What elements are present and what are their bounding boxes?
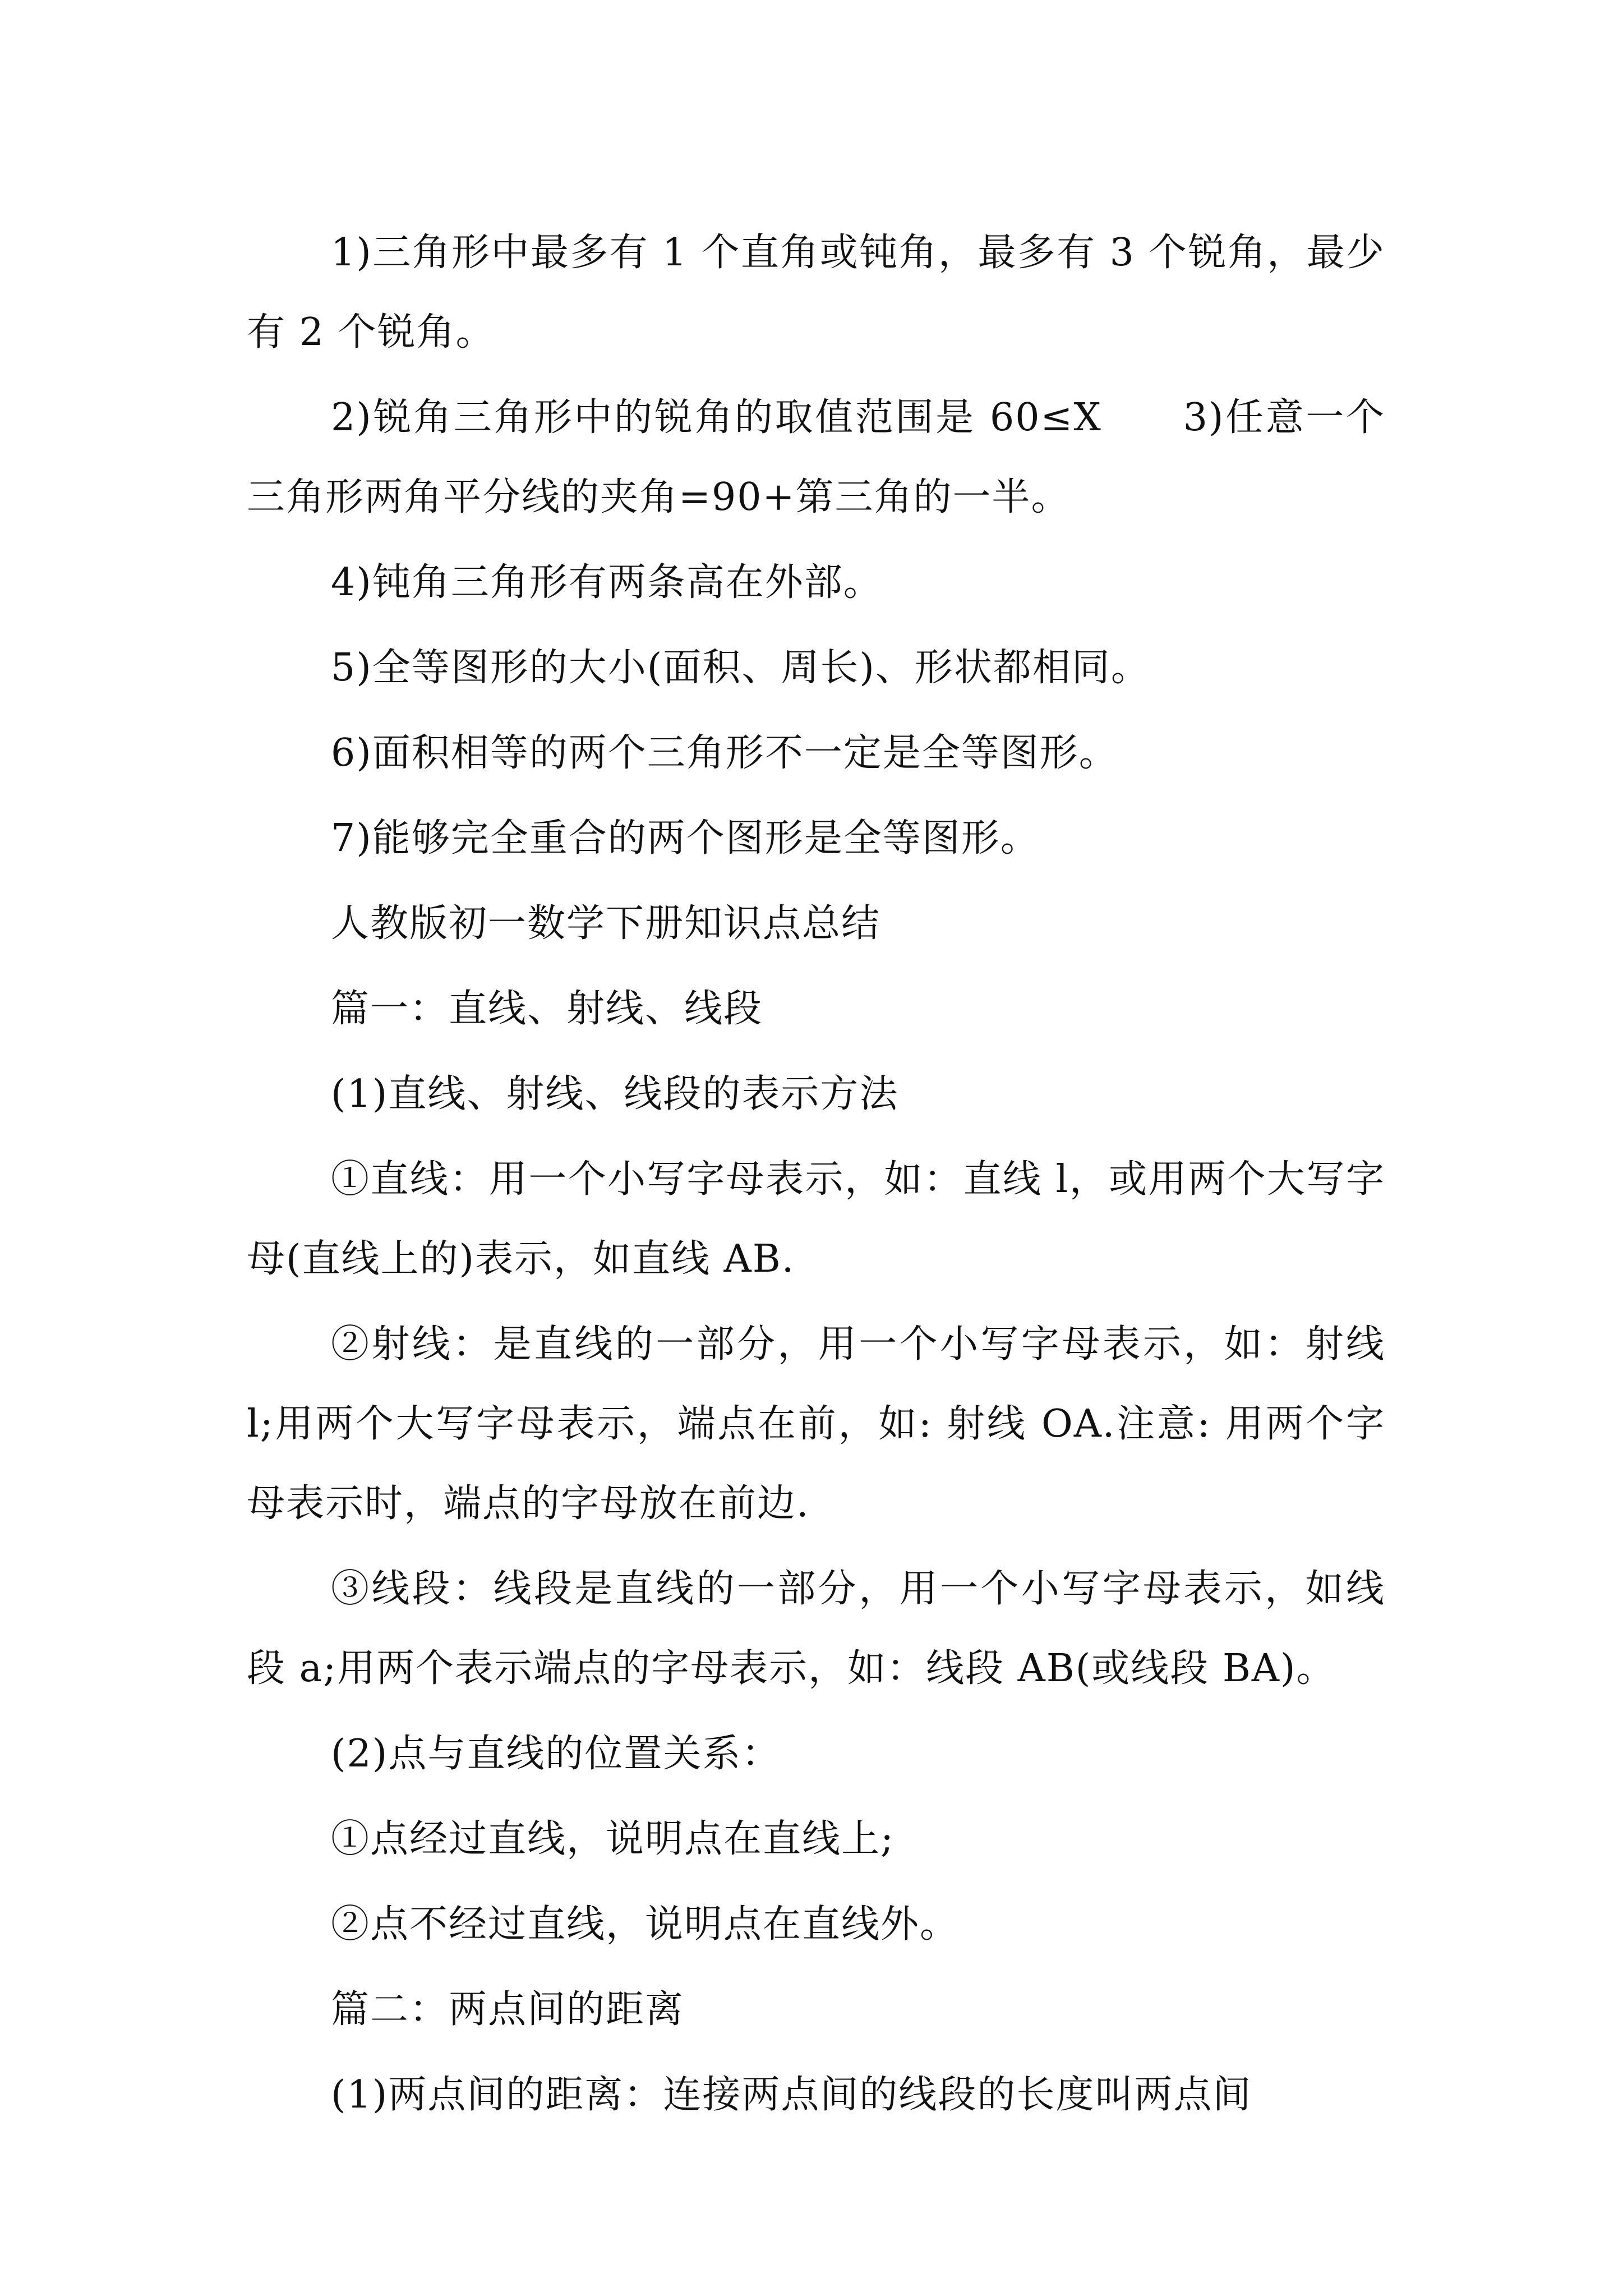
paragraph-acute-range: 2)锐角三角形中的锐角的取值范围是 60≤X 3)任意一个三角形两角平分线的夹角=90+第三角的一半。 [247,395,1385,519]
paragraph-coincide: 7)能够完全重合的两个图形是全等图形。 [331,816,1040,861]
paragraph-obtuse-heights: 4)钝角三角形有两条高在外部。 [331,560,883,605]
paragraph-point-off-line: ②点不经过直线，说明点在直线外。 [331,1902,960,1947]
subheading-point-line: (2)点与直线的位置关系： [331,1732,781,1776]
paragraph-equal-area: 6)面积相等的两个三角形不一定是全等图形。 [331,731,1118,775]
chapter-two-heading: 篇二：两点间的距离 [331,1987,685,2032]
paragraph-point-on-line: ①点经过直线，说明点在直线上; [331,1817,895,1861]
paragraph-congruent-size: 5)全等图形的大小(面积、周长)、形状都相同。 [331,646,1150,690]
chapter-one-heading: 篇一：直线、射线、线段 [331,987,763,1031]
paragraph-distance: (1)两点间的距离：连接两点间的线段的长度叫两点间 [331,2073,1252,2117]
section-heading: 人教版初一数学下册知识点总结 [331,901,881,946]
paragraph-segment: ③线段：线段是直线的一部分，用一个小写字母表示，如线段 a;用两个表示端点的字母表示，如：线段 AB(或线段 BA)。 [247,1567,1385,1691]
subheading-representation: (1)直线、射线、线段的表示方法 [331,1072,899,1116]
paragraph-line: ①直线：用一个小写字母表示，如：直线 l，或用两个大写字母(直线上的)表示，如直线 AB. [247,1157,1385,1281]
document-body [247,213,1385,2135]
paragraph-ray: ②射线：是直线的一部分，用一个小写字母表示，如：射线 l;用两个大写字母表示，端点在前，如: 射线 OA.注意: 用两个字母表示时，端点的字母放在前边. [247,1322,1386,1526]
paragraph-triangle-angles: 1)三角形中最多有 1 个直角或钝角，最多有 3 个锐角，最少有 2 个锐角。 [247,231,1385,355]
